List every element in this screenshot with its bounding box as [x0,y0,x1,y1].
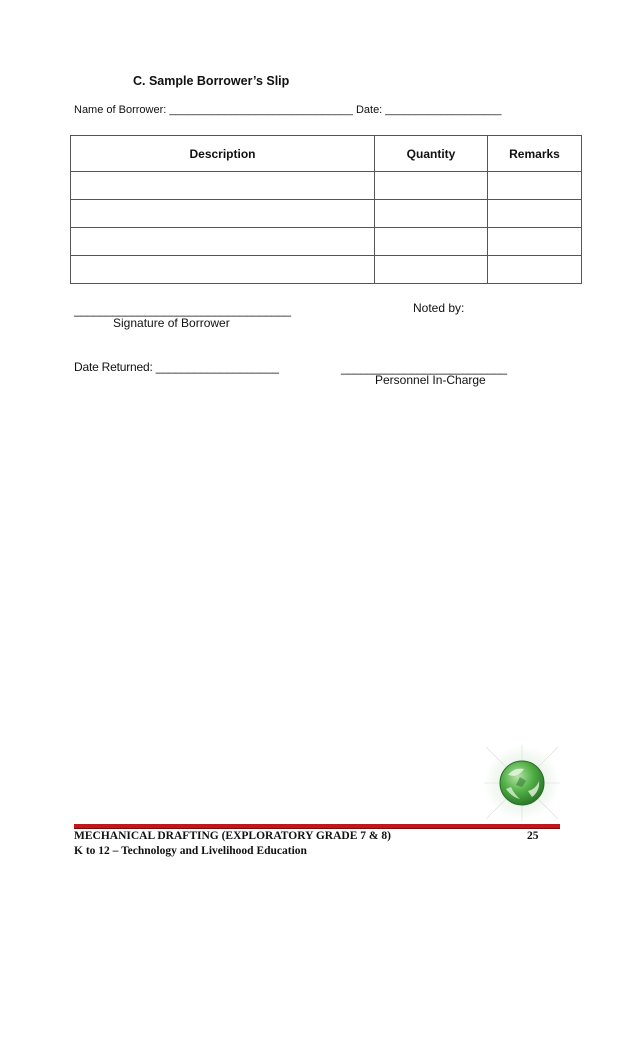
section-title: C. Sample Borrower’s Slip [133,74,290,88]
table-row [71,228,582,256]
header-description: Description [71,136,375,172]
page-number: 25 [527,830,539,842]
noted-by-label: Noted by: [413,301,465,315]
description-cell [71,228,375,256]
borrower-signature-line: __________________________________ [74,303,291,317]
borrower-slip-table [70,135,582,284]
table-row [71,200,582,228]
header-remarks: Remarks [488,136,582,172]
footer-divider [74,824,560,829]
footer-course-title: MECHANICAL DRAFTING (EXPLORATORY GRADE 7 & 8) [74,830,391,842]
personnel-in-charge-label: Personnel In-Charge [375,373,486,387]
remarks-cell [488,228,582,256]
header-quantity: Quantity [375,136,488,172]
remarks-cell [488,172,582,200]
description-cell [71,200,375,228]
personnel-signature-line: __________________________ [341,361,507,375]
table-header-row [71,136,582,172]
description-cell [71,172,375,200]
quantity-cell [375,200,488,228]
description-cell [71,256,375,284]
date-returned-line: Date Returned: ___________________ [74,360,279,374]
remarks-cell [488,200,582,228]
recycling-globe-logo [484,745,560,821]
borrower-signature-label: Signature of Borrower [113,316,230,330]
quantity-cell [375,256,488,284]
table-row [71,172,582,200]
footer-subtitle: K to 12 – Technology and Livelihood Education [74,845,307,857]
borrower-name-date-line: Name of Borrower: ______________________________ Date: ___________________ [74,104,502,116]
remarks-cell [488,256,582,284]
recycling-globe-icon [484,745,560,821]
quantity-cell [375,228,488,256]
table-row [71,256,582,284]
quantity-cell [375,172,488,200]
